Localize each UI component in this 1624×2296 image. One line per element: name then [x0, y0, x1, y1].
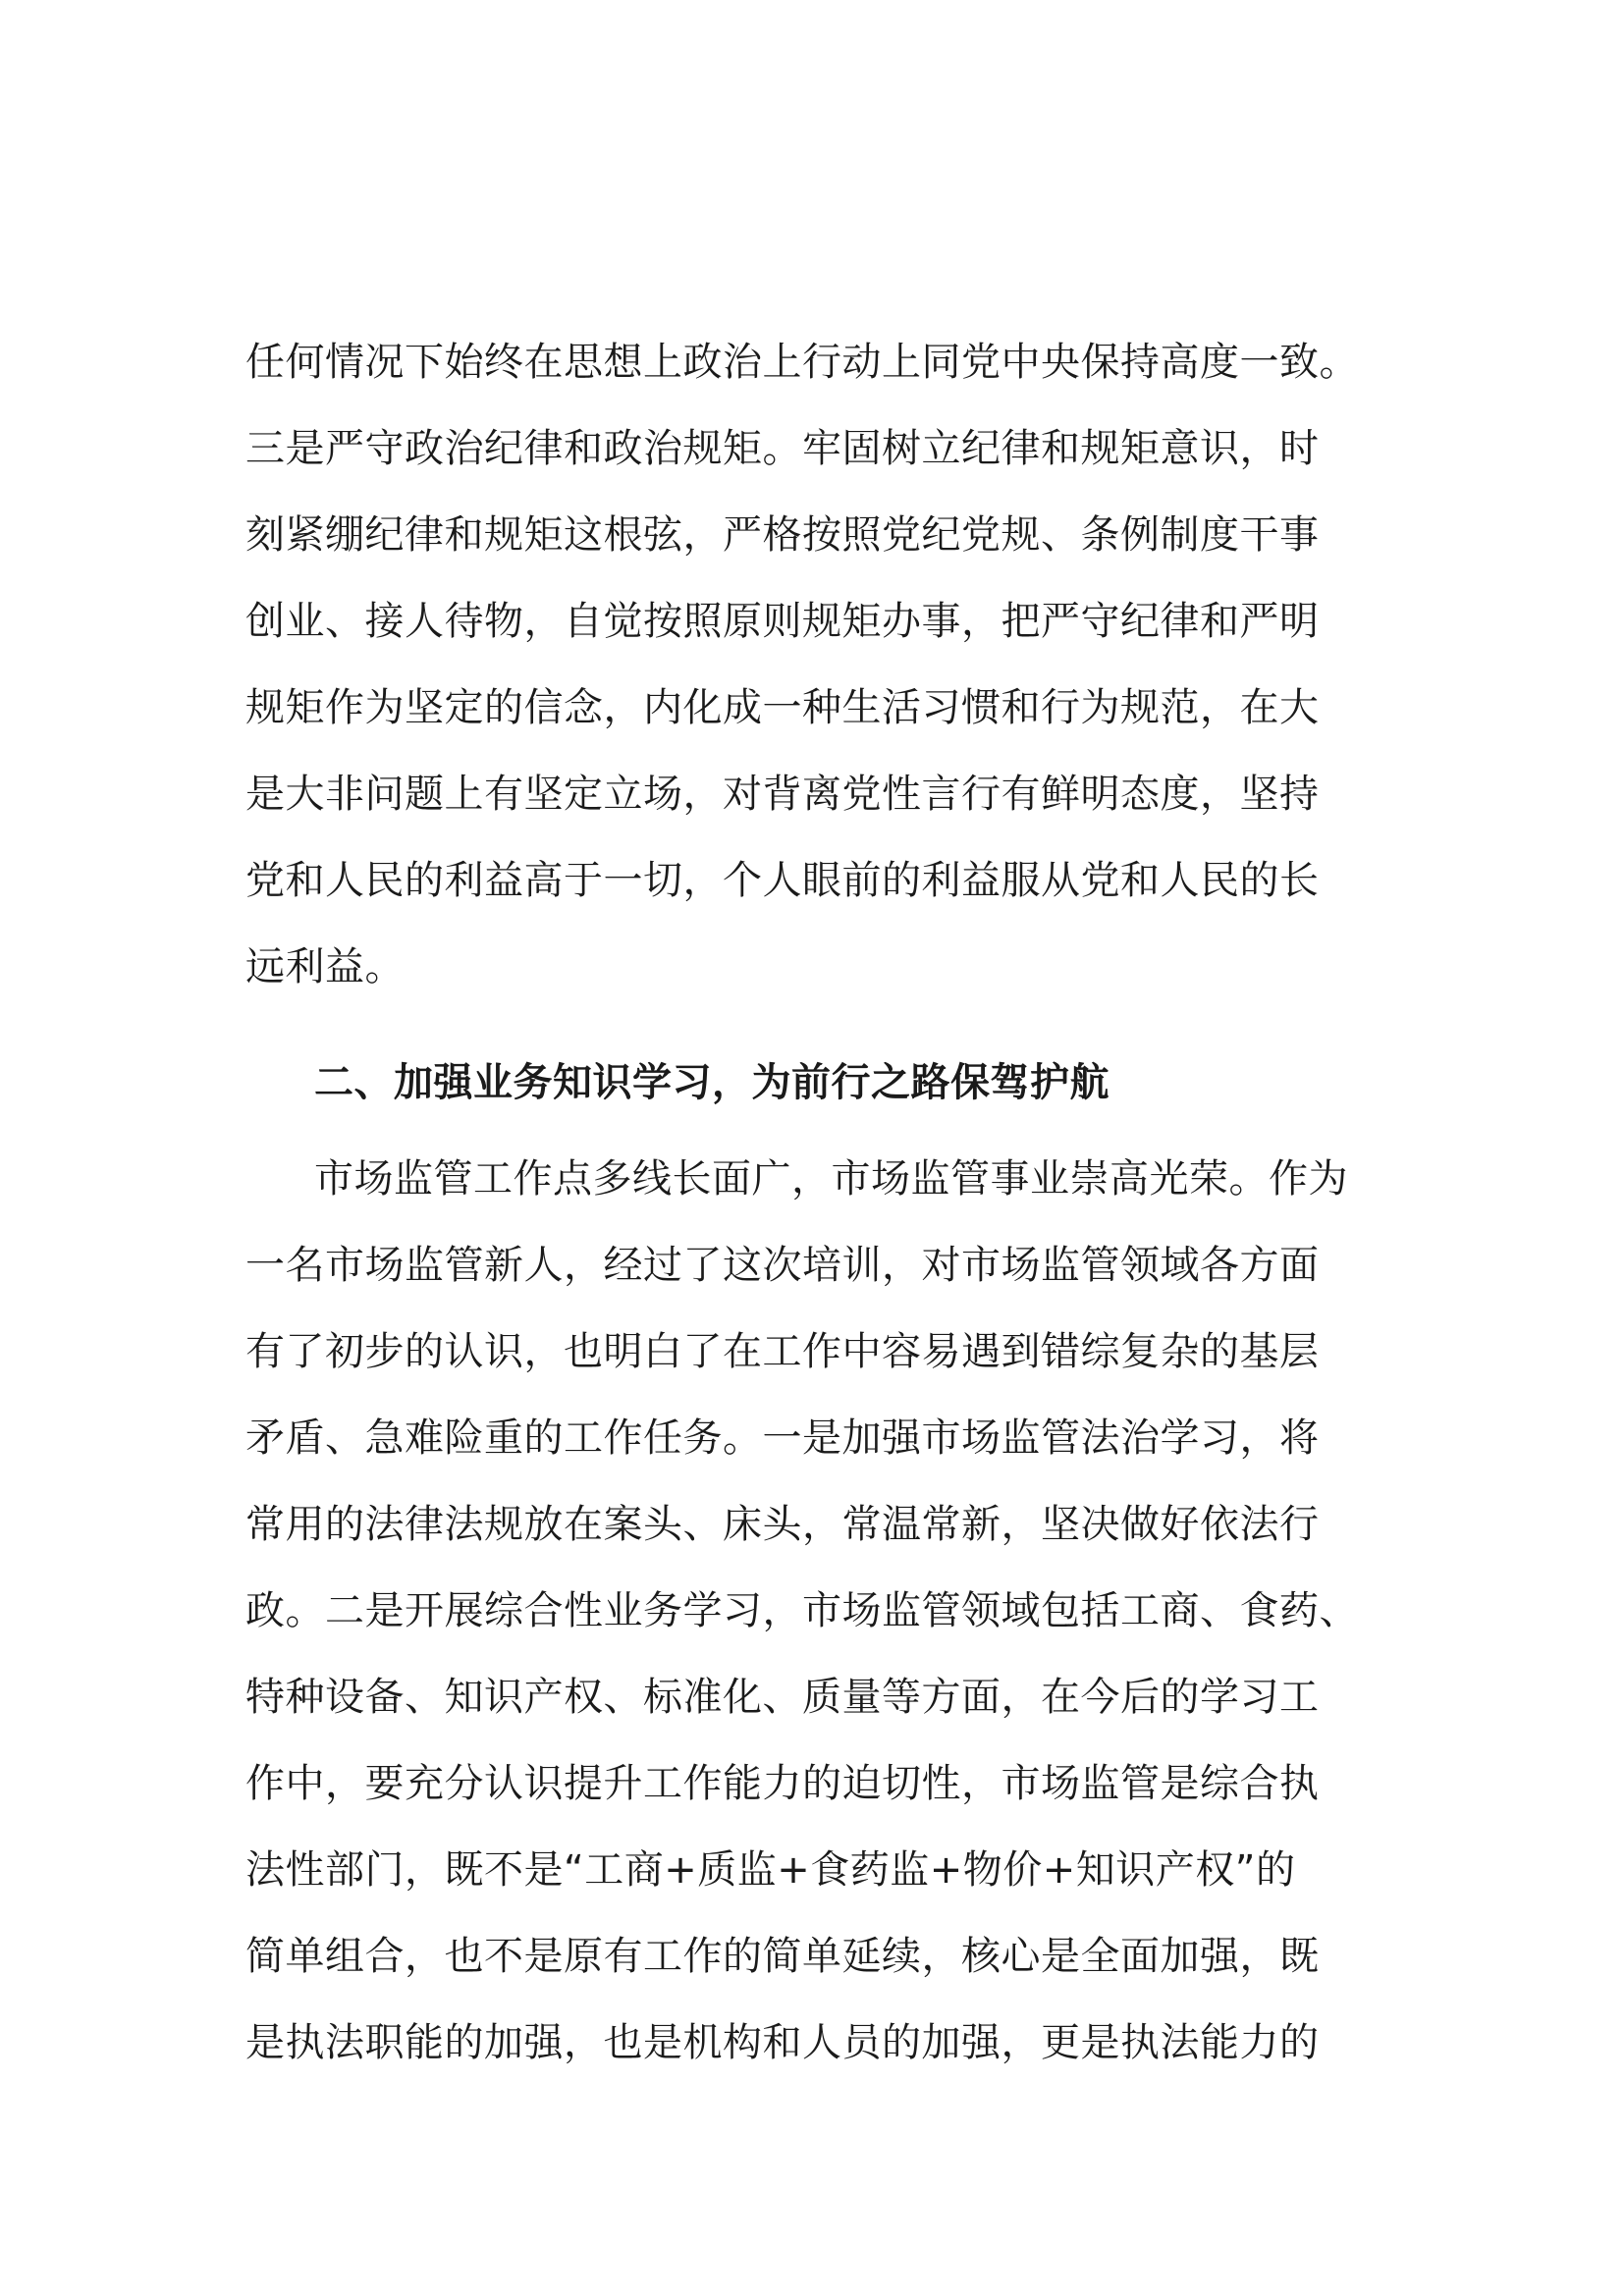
text-line: 有了初步的认识，也明白了在工作中容易遇到错综复杂的基层	[245, 1329, 1320, 1374]
paragraph-political-discipline	[245, 319, 1394, 1010]
text-line: 常用的法律法规放在案头、床头，常温常新，坚决做好依法行	[245, 1502, 1320, 1547]
section-heading: 二、加强业务知识学习，为前行之路保驾护航	[314, 1060, 1110, 1105]
text-line: 刻紧绷纪律和规矩这根弦，严格按照党纪党规、条例制度干事	[245, 512, 1320, 558]
paragraph-business-learning	[245, 1136, 1394, 2086]
text-line: 创业、接人待物，自觉按照原则规矩办事，把严守纪律和严明	[245, 599, 1320, 644]
text-line: 远利益。	[245, 944, 405, 989]
text-line: 一名市场监管新人，经过了这次培训，对市场监管领域各方面	[245, 1243, 1320, 1288]
text-line: 规矩作为坚定的信念，内化成一种生活习惯和行为规范，在大	[245, 685, 1320, 730]
text-line: 政。二是开展综合性业务学习，市场监管领域包括工商、食药、	[245, 1588, 1359, 1633]
text-line: 特种设备、知识产权、标准化、质量等方面，在今后的学习工	[245, 1675, 1320, 1720]
text-line: 矛盾、急难险重的工作任务。一是加强市场监管法治学习，将	[245, 1415, 1320, 1461]
text-line: 简单组合，也不是原有工作的简单延续，核心是全面加强，既	[245, 1934, 1320, 1979]
text-line: 党和人民的利益高于一切，个人眼前的利益服从党和人民的长	[245, 858, 1320, 903]
text-line: 任何情况下始终在思想上政治上行动上同党中央保持高度一致。	[245, 340, 1359, 385]
text-line: 是大非问题上有坚定立场，对背离党性言行有鲜明态度，坚持	[245, 772, 1320, 817]
text-line: 作中，要充分认识提升工作能力的迫切性，市场监管是综合执	[245, 1761, 1320, 1806]
document-body	[245, 319, 1394, 2086]
text-line: 三是严守政治纪律和政治规矩。牢固树立纪律和规矩意识，时	[245, 426, 1320, 471]
text-line: 是执法职能的加强，也是机构和人员的加强，更是执法能力的	[245, 2020, 1320, 2065]
text-line: 市场监管工作点多线长面广，市场监管事业崇高光荣。作为	[314, 1156, 1348, 1201]
text-line: 法性部门，既不是“工商+质监+食药监+物价+知识产权”的	[245, 1847, 1296, 1893]
